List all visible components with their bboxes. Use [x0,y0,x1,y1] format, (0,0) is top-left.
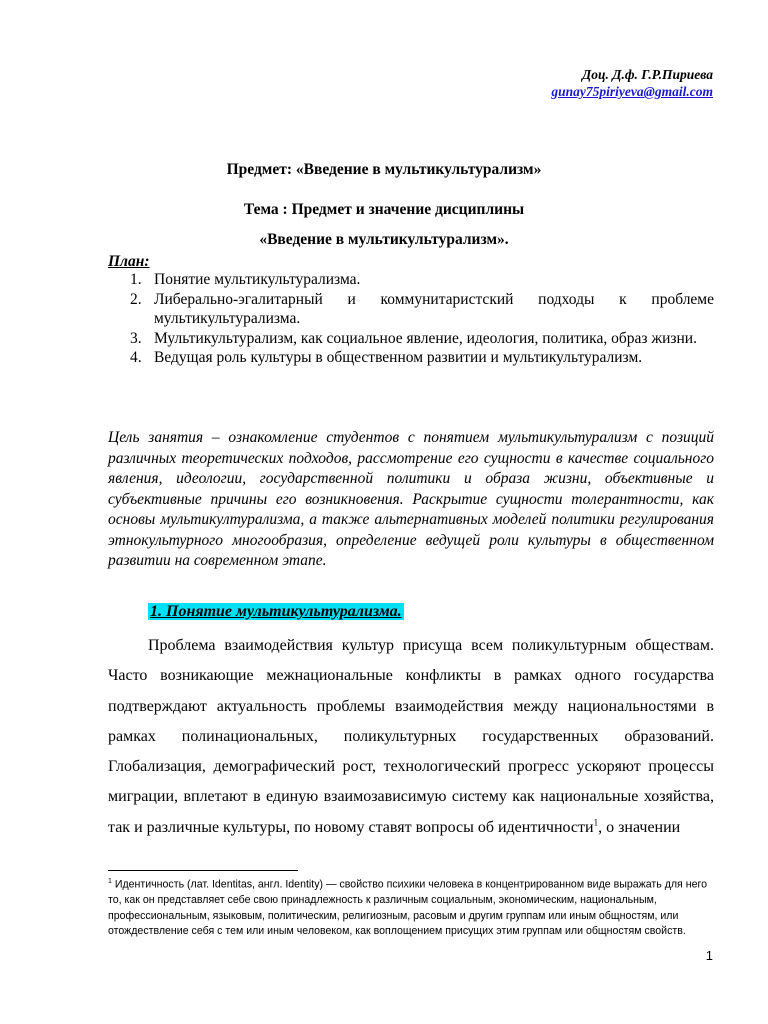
lesson-goal-paragraph: Цель занятия – ознакомление студентов с понятием мультикультурализм с позиций различных теоретических подходов, рассмотрение его сущности в качестве социального явления, идеологии, государственной политики и образа жизни, объективные и субъективные причины его возникновения. Раскрытие сущности толерантности, как основы мультикултурализма, а также альтернативных моделей политики регулирования этнокультурного многообразия, определение ведущей роли культуры в общественном развитии на современном этапе. [108,429,714,569]
plan-item [130,329,714,349]
plan-item-text: Либерально-эгалитарный и коммунитаристский подходы к проблеме мультикультурализма. [154,290,714,327]
footnote-mark: 1 [108,878,112,885]
author-email-link[interactable]: gunay75piriyeva@gmail.com [551,84,713,99]
plan-item [130,270,714,290]
plan-item-number: 2. [130,290,142,308]
section-1-paragraph [108,631,714,843]
plan-heading: План: [108,253,150,270]
topic-title-line-1: Тема : Предмет и значение дисциплины [243,201,525,218]
plan-item-text: Понятие мультикультурализма. [154,271,361,288]
footnote-divider [108,870,298,871]
plan-item [130,348,714,368]
section-1-text-continued: , о значении [598,818,681,836]
footnote-reference[interactable]: 1 [593,817,599,828]
plan-list [130,270,714,368]
footnote-text: Идентичность (лат. Identitas, англ. Identity) — свойство психики человека в концентрированном виде выражать для него то, как он представляет себе свою принадлежность к различным социальным, экономическим, национальным, профессиональным, языковым, политическим, религиозным, расовым и другим группам или иным общностям, или отождествление себя с тем или иным человеком, как воплощением присущих этим группам или общностям свойств. [108,878,708,938]
plan-item-text: Мультикультурализм, как социальное явление, идеология, политика, образ жизни. [154,329,697,347]
footnote [108,874,714,940]
page-number: 1 [705,948,713,963]
section-1-heading [148,601,404,623]
plan-item-number: 4. [130,349,142,366]
topic-title [0,195,768,255]
topic-title-line-2: «Введение в мультикультурализм». [259,231,509,248]
plan-item-number: 3. [130,329,142,347]
plan-item-number: 1. [130,271,142,288]
subject-title: Предмет: «Введение в мультикультурализм» [226,161,542,178]
plan-item-text: Ведущая роль культуры в общественном развитии и мультикультурализм. [154,349,643,366]
author-block [551,66,713,100]
section-1-heading-text: 1. Понятие мультикультурализма. [150,603,402,620]
plan-item [130,290,714,329]
author-name: Доц. Д.ф. Г.Р.Пириева [582,67,713,82]
section-1-text: Проблема взаимодействия культур присуща всем поликультурным обществам. Часто возникающие межнациональные конфликты в рамках одного государства подтверждают актуальность проблемы взаимодействия между национальностями в рамках полинациональных, поликультурных государственных образований. Глобализация, демографический рост, технологический прогресс ускоряют процессы миграции, вплетают в единую взаимозависимую систему как национальные хозяйства, так и различные культуры, по новому ставят вопросы об идентичности [108,637,714,836]
